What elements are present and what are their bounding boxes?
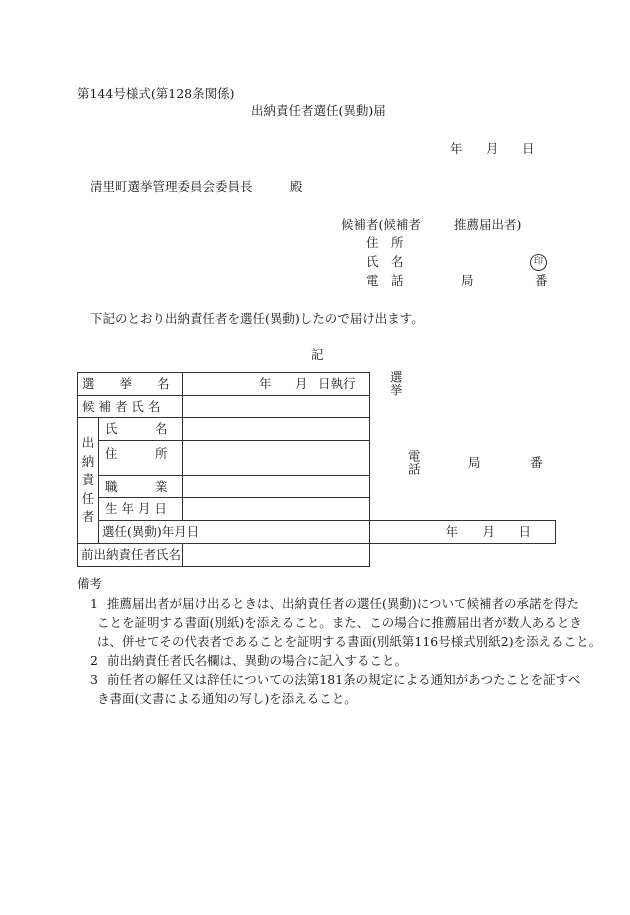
treasurer-name-label: 氏 名	[105, 420, 168, 436]
treasurer-char: 納	[81, 453, 95, 469]
treasurer-char: 者	[81, 509, 95, 525]
former-label: 前出納責任者氏名	[81, 546, 182, 562]
appoint-day: 日	[518, 523, 532, 539]
row-treasurer-job	[78, 476, 556, 498]
appoint-month: 月	[482, 523, 496, 539]
election-month: 月	[295, 375, 308, 391]
seal-mark: 印	[530, 254, 547, 271]
date-day: 日	[522, 141, 535, 156]
former-label-cell	[78, 544, 183, 567]
treasurer-char: 出	[81, 435, 95, 451]
applicant-role: 候補者(候補者	[341, 217, 421, 232]
row-treasurer-name	[78, 418, 556, 441]
treasurer-address-label-cell	[99, 441, 183, 476]
note-number: 3	[90, 672, 98, 687]
candidate-label-cell	[78, 396, 183, 418]
election-label: 選 挙 名	[82, 375, 170, 391]
row-appoint-date	[78, 521, 556, 544]
applicant-address-label: 住 所	[366, 235, 404, 250]
treasurer-char: 責	[81, 472, 95, 488]
intro-text: 下記のとおり出納責任者を選任(異動)したので届け出ます。	[90, 311, 424, 326]
note-line: き書面(文書による通知の写し)を添えること。	[97, 691, 357, 706]
treasurer-name-value-cell[interactable]	[183, 418, 370, 441]
row-election	[78, 373, 556, 396]
treasurer-phone-label: 電話	[408, 448, 421, 477]
applicant-phone-number: 番	[535, 273, 548, 288]
treasurer-job-label-cell	[99, 476, 183, 498]
treasurer-phone-number: 番	[530, 455, 543, 471]
election-value-cell[interactable]	[183, 369, 403, 397]
appoint-label: 選任(異動)年月日	[102, 523, 200, 539]
candidate-label: 候 補 者 氏 名	[82, 398, 161, 414]
addressee: 清里町選挙管理委員会委員長	[90, 179, 253, 194]
note-line: 前出納責任者氏名欄は、異動の場合に記入すること。	[107, 653, 408, 668]
form-table	[77, 369, 556, 567]
treasurer-birth-label-cell	[99, 498, 183, 521]
appoint-label-cell	[99, 521, 370, 544]
treasurer-address-value-cell[interactable]	[183, 441, 543, 477]
applicant-role-alt: 推薦届出者)	[454, 217, 522, 232]
row-candidate	[78, 396, 556, 418]
election-label-cell	[78, 373, 183, 396]
treasurer-phone-office: 局	[468, 455, 481, 471]
election-year: 年	[259, 375, 272, 391]
note-line: は、併せてその代表者であることを証明する書面(別紙第116号様式別紙2)を添えること。	[97, 634, 602, 649]
treasurer-job-label: 職 業	[105, 478, 168, 494]
treasurer-address-label: 住 所	[105, 445, 168, 461]
row-treasurer-birth	[78, 498, 556, 521]
note-number: 1	[90, 596, 98, 611]
honorific: 殿	[290, 179, 303, 194]
applicant-phone-label: 電 話	[366, 273, 404, 288]
treasurer-name-label-cell	[99, 418, 183, 441]
treasurer-birth-label: 生 年 月 日	[105, 500, 167, 516]
treasurer-job-value-cell[interactable]	[183, 476, 370, 498]
row-former	[78, 544, 556, 567]
treasurer-group-cell	[78, 418, 99, 544]
notes-heading: 備考	[77, 576, 103, 591]
treasurer-birth-value-cell[interactable]	[183, 498, 370, 521]
ki-mark: 記	[311, 347, 324, 362]
date-year: 年	[450, 141, 463, 156]
appoint-value-cell[interactable]	[369, 521, 556, 544]
treasurer-char: 任	[81, 490, 95, 506]
row-treasurer-address	[78, 441, 556, 476]
former-value-cell[interactable]	[183, 544, 370, 567]
note-line: 前任者の解任又は辞任についての法第181条の規定による通知があつたことを証すべ	[107, 672, 581, 687]
candidate-value-cell[interactable]	[183, 396, 370, 418]
appoint-year: 年	[445, 523, 459, 539]
note-line: 推薦届出者が届け出るときは、出納責任者の選任(異動)について候補者の承諾を得た	[107, 596, 580, 611]
date-month: 月	[486, 141, 499, 156]
note-line: ことを証明する書面(別紙)を添えること。また、この場合に推薦届出者が数人あるとき	[97, 615, 582, 630]
form-title: 出納責任者選任(異動)届	[251, 103, 386, 118]
applicant-name-label: 氏 名	[366, 254, 404, 269]
applicant-phone-office: 局	[461, 273, 474, 288]
election-day: 日執行	[318, 375, 356, 391]
form-number: 第144号様式(第128条関係)	[77, 86, 235, 101]
note-number: 2	[90, 653, 98, 668]
election-suffix: 選挙	[390, 369, 403, 397]
